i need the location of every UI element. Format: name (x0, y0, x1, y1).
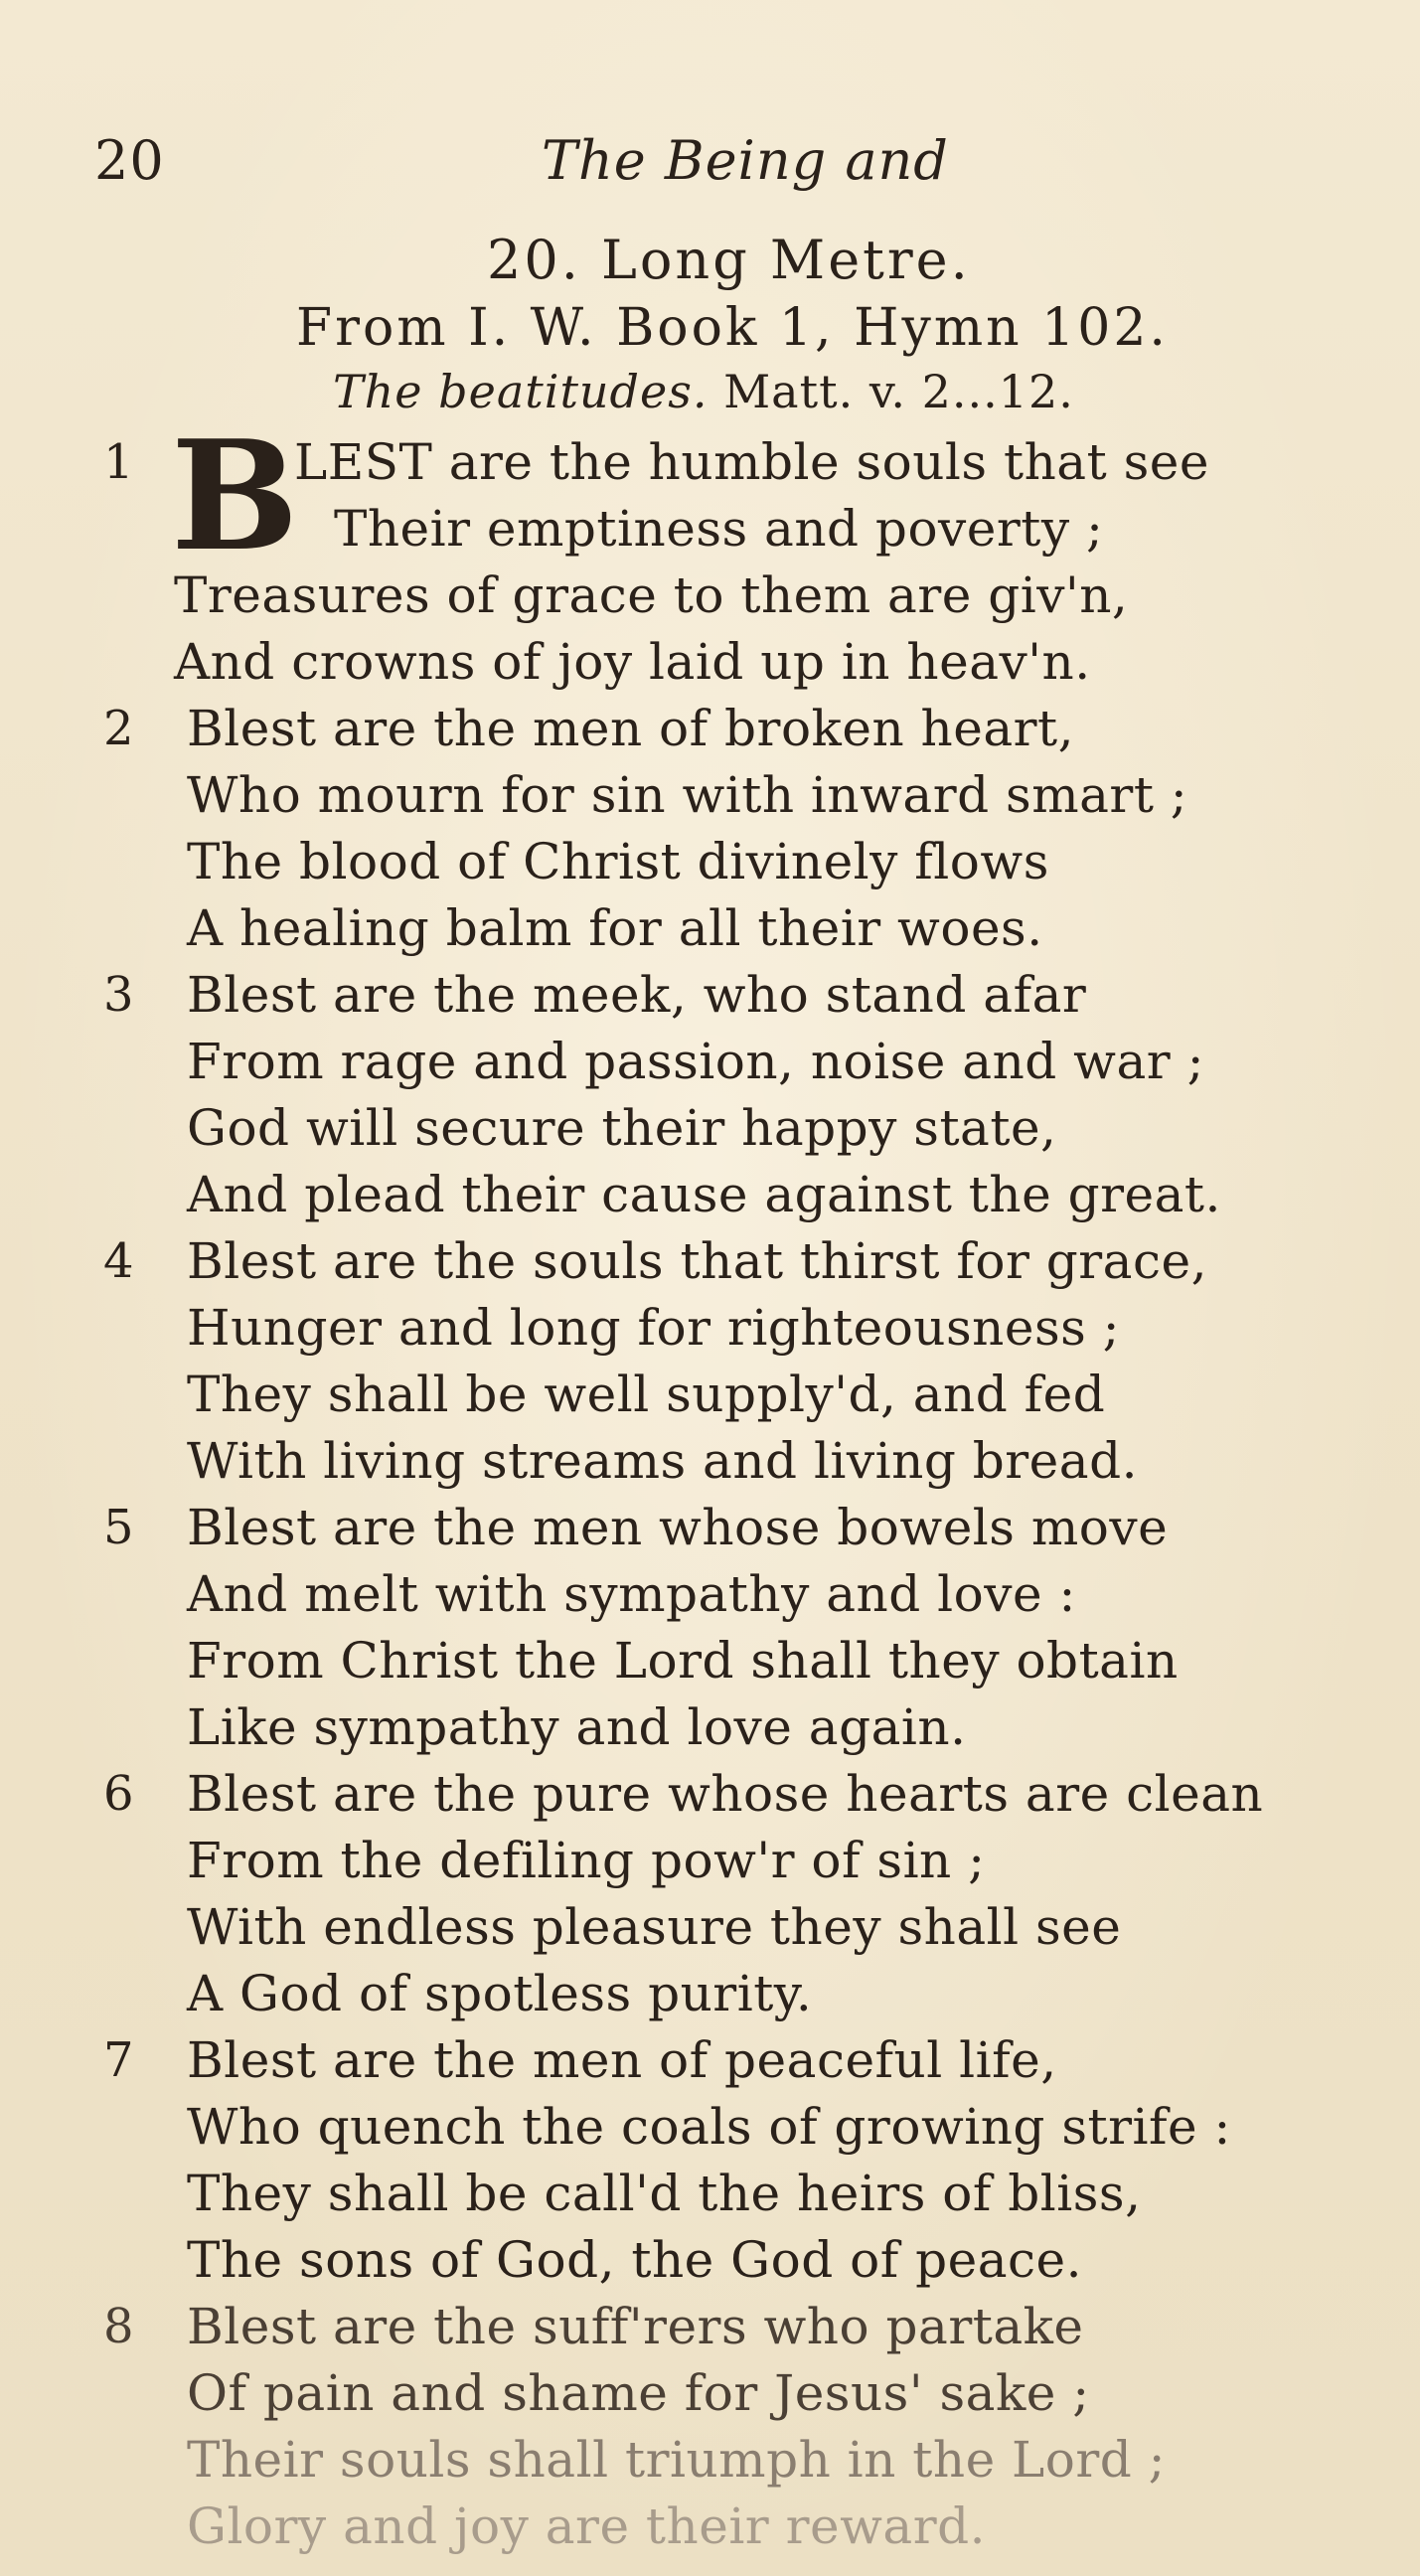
verse-line: Who mourn for sin with inward smart ; (187, 766, 1188, 824)
verse-line: Glory and joy are their reward. (187, 2497, 987, 2555)
verse-line: The sons of God, the God of peace. (187, 2231, 1083, 2289)
running-title: The Being and (542, 129, 949, 192)
stanza-number: 2 (103, 701, 134, 756)
verse-line: LEST are the humble souls that see (294, 433, 1209, 491)
stanza-8 (0, 2294, 1420, 2560)
verse-line: Blest are the men of peaceful life, (187, 2031, 1057, 2089)
verse-line: From Christ the Lord shall they obtain (187, 1632, 1179, 1690)
page-number: 20 (94, 129, 165, 192)
verse-line: They shall be call'd the heirs of bliss, (187, 2165, 1142, 2222)
stanza-number: 4 (103, 1233, 134, 1289)
verse-line: A healing balm for all their woes. (187, 899, 1043, 957)
stanza-5 (0, 1495, 1420, 1761)
scripture-reference: Matt. v. 2...12. (723, 365, 1074, 418)
verse-line: Blest are the meek, who stand afar (187, 966, 1087, 1024)
stanza-number: 7 (103, 2032, 134, 2088)
verse-line: Who quench the coals of growing strife : (187, 2098, 1231, 2156)
verse-line: A God of spotless purity. (187, 1965, 813, 2022)
stanza-6 (0, 1761, 1420, 2027)
hymn-verses (0, 406, 1420, 2560)
verse-line: Their souls shall triumph in the Lord ; (187, 2431, 1167, 2489)
verse-line: The blood of Christ divinely flows (187, 833, 1049, 890)
verse-line: From the defiling pow'r of sin ; (187, 1832, 986, 1889)
stanza-1 (0, 406, 1420, 696)
verse-line: And plead their cause against the great. (187, 1166, 1221, 1223)
hymn-source: From I. W. Book 1, Hymn 102. (296, 298, 1169, 358)
verse-line: Treasures of grace to them are giv'n, (174, 566, 1129, 624)
verse-line: With endless pleasure they shall see (187, 1898, 1122, 1956)
drop-cap: B (171, 406, 299, 584)
stanza-2 (0, 696, 1420, 962)
verse-line: And crowns of joy laid up in heav'n. (174, 633, 1091, 691)
verse-line: Blest are the suff'rers who partake (187, 2298, 1084, 2355)
hymn-heading: 20. Long Metre. (487, 229, 971, 291)
page-header (94, 129, 1337, 209)
hymn-subject (333, 365, 1074, 418)
verse-line: Like sympathy and love again. (187, 1698, 967, 1756)
verse-line: With living streams and living bread. (187, 1432, 1138, 1490)
verse-line: Blest are the pure whose hearts are clean (187, 1765, 1264, 1823)
stanza-number: 6 (103, 1766, 134, 1822)
stanza-4 (0, 1228, 1420, 1495)
stanza-7 (0, 2027, 1420, 2294)
verse-line: Blest are the men of broken heart, (187, 700, 1075, 757)
hymn-subject-title: The beatitudes. (333, 365, 709, 418)
verse-line: God will secure their happy state, (187, 1099, 1057, 1157)
verse-line: Hunger and long for righteousness ; (187, 1299, 1121, 1357)
stanza-number: 1 (103, 434, 134, 490)
verse-line: Their emptiness and poverty ; (334, 500, 1104, 558)
verse-line: And melt with sympathy and love : (187, 1565, 1076, 1623)
stanza-3 (0, 962, 1420, 1228)
verse-line: Blest are the souls that thirst for grace, (187, 1232, 1207, 1290)
stanza-number: 8 (103, 2299, 134, 2354)
verse-line: Blest are the men whose bowels move (187, 1499, 1169, 1556)
stanza-number: 3 (103, 967, 134, 1023)
verse-line: They shall be well supply'd, and fed (187, 1366, 1106, 1423)
verse-line: Of pain and shame for Jesus' sake ; (187, 2364, 1090, 2422)
stanza-number: 5 (103, 1500, 134, 1555)
verse-line: From rage and passion, noise and war ; (187, 1033, 1204, 1090)
